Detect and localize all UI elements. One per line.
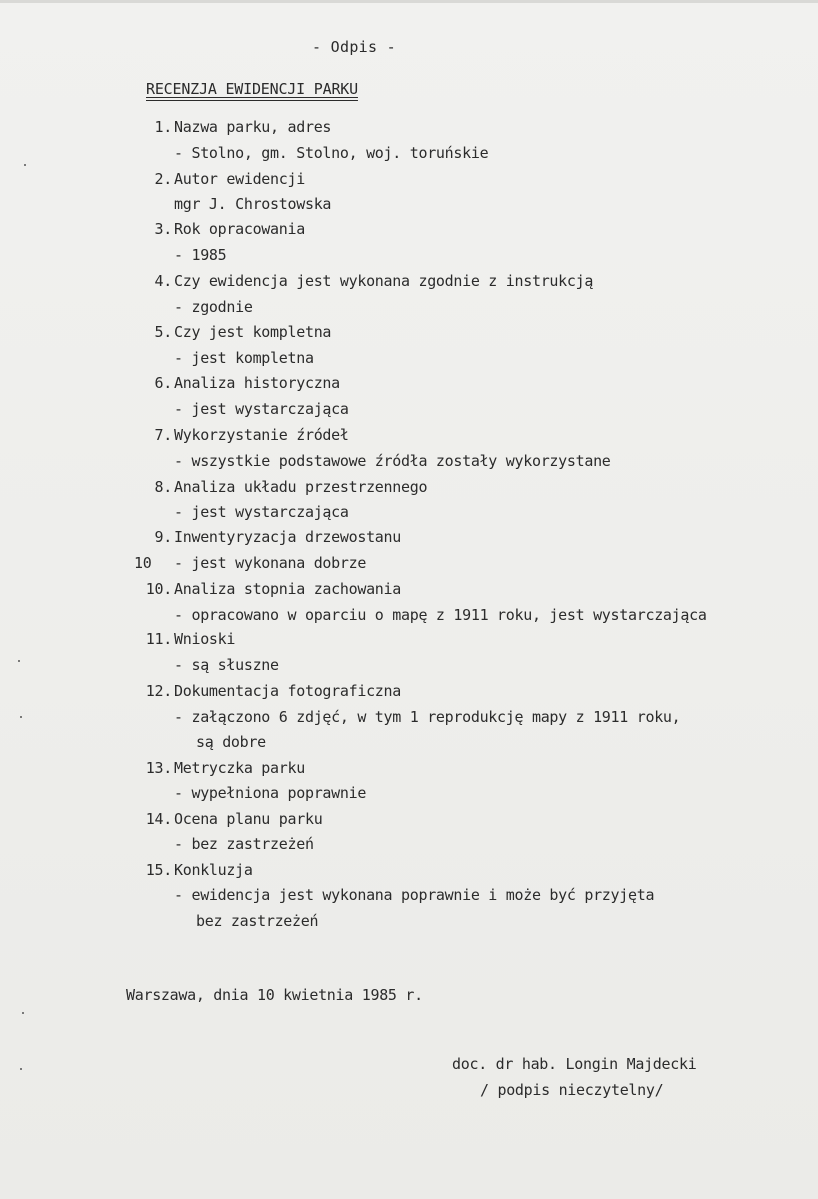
list-item-answer xyxy=(0,349,818,369)
item-number: 2. xyxy=(154,170,172,188)
list-item-answer xyxy=(0,708,818,728)
item-answer: - 1985 xyxy=(174,246,227,264)
item-label: Konkluzja xyxy=(174,861,253,879)
list-item-answer xyxy=(0,452,818,472)
item-answer: - załączono 6 zdjęć, w tym 1 reprodukcję mapy z 1911 roku, xyxy=(174,708,681,726)
item-number: 9. xyxy=(154,528,172,546)
item-label: Wykorzystanie źródeł xyxy=(174,426,349,444)
list-item-answer xyxy=(0,298,818,318)
item-answer: - wypełniona poprawnie xyxy=(174,784,367,802)
list-item-answer xyxy=(0,835,818,855)
item-answer: - jest wystarczająca xyxy=(174,400,349,418)
item-label: Ocena planu parku xyxy=(174,810,323,828)
paper-speck xyxy=(20,1068,22,1070)
item-label: Czy ewidencja jest wykonana zgodnie z instrukcją xyxy=(174,272,594,290)
paper-speck xyxy=(18,660,20,662)
item-label: Rok opracowania xyxy=(174,220,305,238)
item-number: 3. xyxy=(154,220,172,238)
list-item xyxy=(0,580,818,600)
item-answer: - jest kompletna xyxy=(174,349,314,367)
list-item xyxy=(0,118,818,138)
item-label: Nazwa parku, adres xyxy=(174,118,332,136)
item-number: 5. xyxy=(154,323,172,341)
list-item xyxy=(0,426,818,446)
item-number: 10. xyxy=(145,580,172,598)
list-item-answer xyxy=(0,784,818,804)
item-number: 11. xyxy=(145,630,172,648)
item-number: 12. xyxy=(145,682,172,700)
item-answer: - wszystkie podstawowe źródła zostały wykorzystane xyxy=(174,452,611,470)
list-item-answer-continued xyxy=(0,733,818,753)
item-label: Analiza historyczna xyxy=(174,374,340,392)
item-number: 6. xyxy=(154,374,172,392)
list-item xyxy=(0,323,818,343)
item-answer: - ewidencja jest wykonana poprawnie i może być przyjęta xyxy=(174,886,655,904)
list-item-answer xyxy=(0,400,818,420)
list-item-answer xyxy=(0,656,818,676)
signature-note: / podpis nieczytelny/ xyxy=(480,1081,664,1099)
document-title: RECENZJA EWIDENCJI PARKU xyxy=(146,80,358,98)
item-answer: - jest wystarczająca xyxy=(174,503,349,521)
list-item-answer xyxy=(0,606,818,626)
item-answer: - opracowano w oparciu o mapę z 1911 roku, jest wystarczająca xyxy=(174,606,707,624)
list-item-answer xyxy=(0,144,818,164)
item-answer: - zgodnie xyxy=(174,298,253,316)
item-answer: - bez zastrzeżeń xyxy=(174,835,314,853)
item-label: Czy jest kompletna xyxy=(174,323,332,341)
item-label: Analiza stopnia zachowania xyxy=(174,580,402,598)
signer-name: doc. dr hab. Longin Majdecki xyxy=(452,1055,697,1073)
item-number: 7. xyxy=(154,426,172,444)
paper-speck xyxy=(22,1012,24,1014)
item-answer-continued: bez zastrzeżeń xyxy=(196,912,319,930)
list-item xyxy=(0,759,818,779)
item-label: - jest wykonana dobrze xyxy=(174,554,367,572)
list-item xyxy=(0,170,818,190)
list-item-answer xyxy=(0,195,818,215)
item-number: 8. xyxy=(154,478,172,496)
list-item xyxy=(0,220,818,240)
list-item-answer-continued xyxy=(0,912,818,932)
list-item-answer xyxy=(0,886,818,906)
item-label: Analiza układu przestrzennego xyxy=(174,478,428,496)
item-label: Wnioski xyxy=(174,630,236,648)
list-item-answer xyxy=(0,246,818,266)
paper-speck xyxy=(20,716,22,718)
item-answer: mgr J. Chrostowska xyxy=(174,195,332,213)
item-label: Autor ewidencji xyxy=(174,170,305,188)
paper-speck xyxy=(24,164,26,166)
item-number: 15. xyxy=(145,861,172,879)
item-number: 10 xyxy=(134,554,152,572)
item-number: 4. xyxy=(154,272,172,290)
list-item xyxy=(0,554,818,574)
list-item xyxy=(0,528,818,548)
list-item-answer xyxy=(0,503,818,523)
item-number: 14. xyxy=(145,810,172,828)
item-answer-continued: są dobre xyxy=(196,733,266,751)
item-answer: - są słuszne xyxy=(174,656,279,674)
list-item xyxy=(0,374,818,394)
list-item xyxy=(0,682,818,702)
document-heading: - Odpis - xyxy=(312,38,396,56)
list-item xyxy=(0,478,818,498)
date-line: Warszawa, dnia 10 kwietnia 1985 r. xyxy=(126,986,423,1004)
list-item xyxy=(0,630,818,650)
item-number: 1. xyxy=(154,118,172,136)
item-label: Inwentyryzacja drzewostanu xyxy=(174,528,402,546)
list-item xyxy=(0,272,818,292)
item-answer: - Stolno, gm. Stolno, woj. toruńskie xyxy=(174,144,489,162)
item-number: 13. xyxy=(145,759,172,777)
list-item xyxy=(0,861,818,881)
item-label: Metryczka parku xyxy=(174,759,305,777)
item-label: Dokumentacja fotograficzna xyxy=(174,682,402,700)
list-item xyxy=(0,810,818,830)
